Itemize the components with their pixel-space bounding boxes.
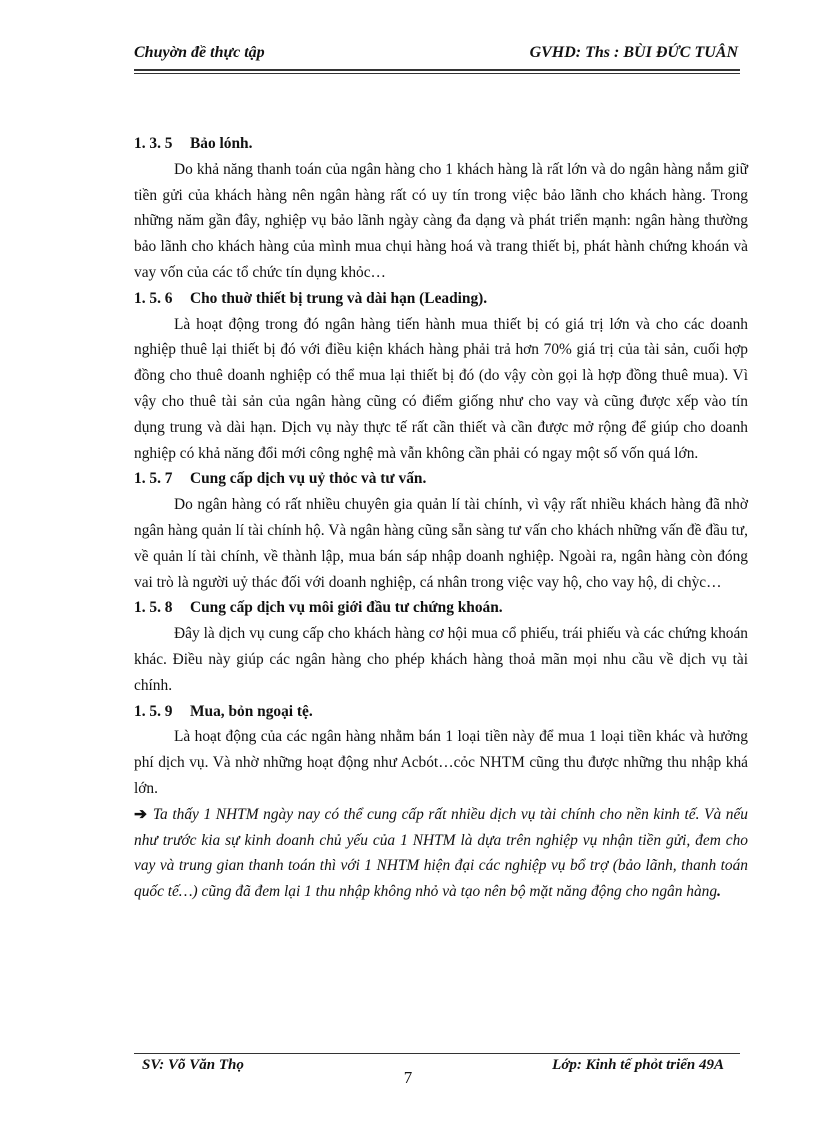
- section-title: Cung cấp dịch vụ uỷ thỏc và tư vấn.: [190, 470, 427, 488]
- footer-class-name: Lớp: Kinh tế phỏt triển 49A: [552, 1057, 724, 1073]
- section-heading: [134, 699, 748, 725]
- footer-rule: [134, 1053, 740, 1054]
- section-title: Cung cấp dịch vụ môi giới đầu tư chứng khoán.: [190, 599, 503, 617]
- section-title: Cho thuờ thiết bị trung và dài hạn (Leading).: [190, 289, 488, 307]
- section-heading: [134, 466, 748, 492]
- conclusion-note: [134, 802, 748, 905]
- body-paragraph: Là hoạt động trong đó ngân hàng tiến hành mua thiết bị có giá trị lớn và cho các doanh nghiệp thuê lại thiết bị đó với điều kiện khách hàng phải trả hơn 70% giá trị của tài sản, cuối hợp đồng cho thuê doanh nghiệp có thể mua lại thiết bị đó (do vậy còn gọi là hợp đồng thuê mua). Vì vậy cho thuê tài sản của ngân hàng cũng có điểm giống như cho vay và cũng được xếp vào tín dụng trung và dài hạn. Dịch vụ này thực tế rất cần thiết và cần được mở rộng để giúp cho doanh nghiệp có khả năng đổi mới công nghệ mà vẫn không cần phải có ngay một số vốn quá lớn.: [134, 315, 748, 462]
- body-paragraph: Do khả năng thanh toán của ngân hàng cho 1 khách hàng là rất lớn và do ngân hàng nắm giữ tiền gửi của khách hàng nên ngân hàng rất có uy tín trong việc bảo lãnh cho khách hàng. Trong những năm gần đây, nghiệp vụ bảo lãnh ngày càng đa dạng và phát triển mạnh: ngân hàng thường bảo lãnh cho khách hàng của mình mua chụi hàng hoá và trang thiết bị, phát hành chứng khoán và vay vốn của các tổ chức tín dụng khỏc…: [134, 160, 748, 281]
- body-paragraph: Do ngân hàng có rất nhiều chuyên gia quản lí tài chính, vì vậy rất nhiều khách hàng đã nhờ ngân hàng quản lí tài chính hộ. Và ngân hàng cũng sẵn sàng tư vấn cho khách những vấn đề đầu tư, về quản lí tài chính, về thành lập, mua bán sáp nhập doanh nghiệp. Ngoài ra, ngân hàng còn đóng vai trò là người uỷ thác đối với doanh nghiệp, cá nhân trong việc vay hộ, cho vay hộ, di chỳc…: [134, 496, 748, 591]
- header-right-text: GVHD: Ths : BÙI ĐỨC TUÂN: [529, 44, 738, 61]
- section-heading: [134, 286, 748, 312]
- section-number: 1. 3. 5: [134, 135, 173, 152]
- page-header: [134, 44, 738, 66]
- section-number: 1. 5. 8: [134, 599, 173, 617]
- body-content: [134, 131, 748, 905]
- section-number: 1. 5. 7: [134, 470, 173, 488]
- header-left-text: Chuyờn đề thực tập: [134, 44, 265, 61]
- page-number: 7: [403, 1068, 413, 1087]
- header-rule-thin: [134, 73, 740, 74]
- section-heading: [134, 595, 748, 621]
- conclusion-end: .: [717, 883, 721, 901]
- body-paragraph: Đây là dịch vụ cung cấp cho khách hàng cơ hội mua cổ phiếu, trái phiếu và các chứng khoán khác. Điều này giúp các ngân hàng cho phép khách hàng thoả mãn mọi nhu cầu về dịch vụ tài chính.: [134, 625, 748, 694]
- arrow-right-icon: ➔: [134, 805, 147, 823]
- section-number: 1. 5. 9: [134, 702, 173, 720]
- conclusion-text: Ta thấy 1 NHTM ngày nay có thể cung cấp rất nhiều dịch vụ tài chính cho nền kinh tế. Và nếu như trước kia sự kinh doanh chủ yếu của 1 NHTM là dựa trên nghiệp vụ nhận tiền gửi, đem cho vay và trung gian thanh toán thì với 1 NHTM hiện đại các nghiệp vụ bổ trợ (bảo lãnh, thanh toán quốc tế…) cũng đã đem lại 1 thu nhập không nhỏ và tạo nên bộ mặt năng động cho ngân hàng: [134, 805, 748, 901]
- section-title: Bảo lónh.: [190, 135, 253, 152]
- footer-student-name: SV: Võ Văn Thọ: [142, 1057, 244, 1073]
- body-paragraph: Là hoạt động của các ngân hàng nhằm bán 1 loại tiền này để mua 1 loại tiền khác và hưởng phí dịch vụ. Và nhờ những hoạt động như Acbót…cỏc NHTM cũng thu được những thu nhập khá lớn.: [134, 728, 748, 797]
- header-rule-thick: [134, 69, 740, 71]
- section-heading: [134, 131, 748, 157]
- section-title: Mua, bỏn ngoại tệ.: [190, 702, 313, 720]
- section-number: 1. 5. 6: [134, 289, 173, 307]
